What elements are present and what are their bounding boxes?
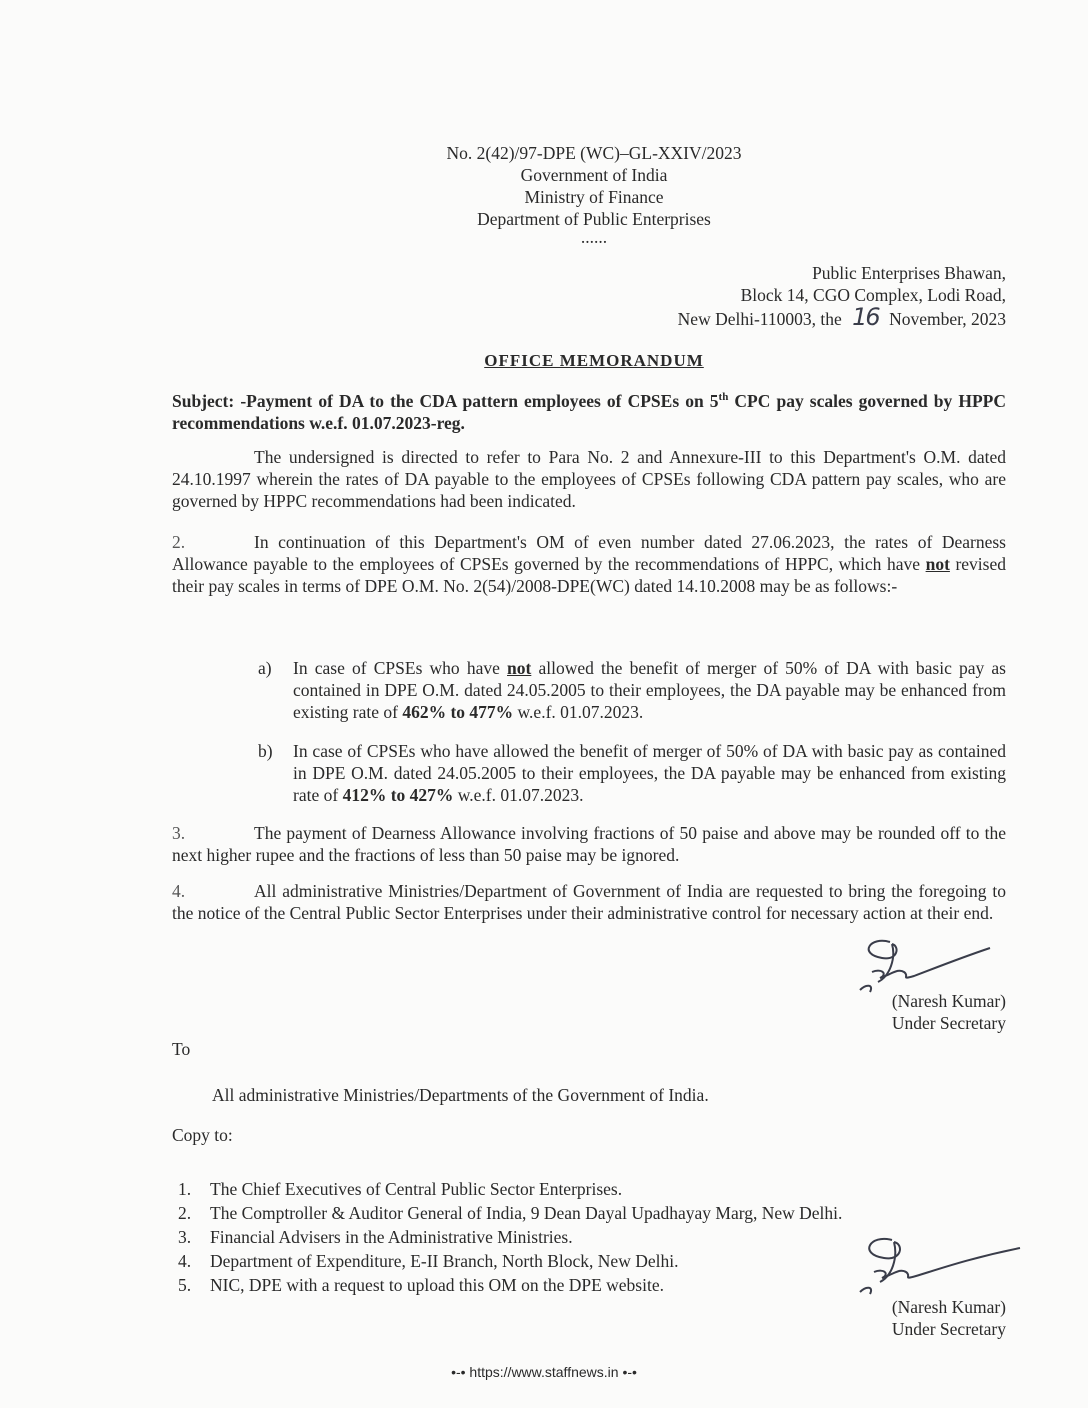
paragraph-2-text-1: In continuation of this Department's OM of even number dated 27.06.2023, the rates of Dearness Allowance payable to the employees of CPSEs governed by the recommendations of HPPC, which have [172,532,1006,574]
address-line-2: Block 14, CGO Complex, Lodi Road, [740,285,1006,305]
copy-item-1-text: The Chief Executives of Central Public Sector Enterprises. [210,1179,623,1199]
address-line-3 [560,303,1006,331]
paragraph-4-number: 4. [172,881,186,901]
ministry-name: Ministry of Finance [524,187,664,207]
separator-dots: ...... [580,227,608,247]
sub-item-b-label: b) [258,741,273,761]
copy-item-2-number: 2. [178,1203,192,1223]
reference-number: No. 2(42)/97-DPE (WC)–GL-XXIV/2023 [446,143,742,163]
sub-item-b-text-2: w.e.f. 01.07.2023. [453,785,584,805]
handwritten-day: 16 [852,303,879,331]
signatory-block-1 [760,990,1006,1034]
address-date-suffix: November, 2023 [889,309,1006,329]
paragraph-2-text-2: revised their pay scales in terms of DPE O.M. No. 2(54)/2008-DPE(WC) dated 14.10.2008 may be as follows:- [172,554,1007,596]
paragraph-4 [172,880,1006,924]
letterhead [344,142,844,247]
copy-item-4-number: 4. [178,1251,192,1271]
sub-item-a-text-1: In case of CPSEs who have [293,658,508,678]
copy-item-2 [178,1202,998,1224]
signatory-name-2: (Naresh Kumar) [891,1297,1006,1317]
paragraph-2 [172,531,1006,597]
subject-text-1: -Payment of DA to the CDA pattern employees of CPSEs on 5 [240,390,719,411]
paragraph-1-text: The undersigned is directed to refer to Para No. 2 and Annexure-III to this Department's O.M. dated 24.10.1997 wherein the rates of DA payable to the employees of CPSEs following CDA pattern pay scales, who are governed by HPPC recommendations had been indicated. [172,447,1006,511]
department-name: Department of Public Enterprises [477,209,711,229]
paragraph-3-number: 3. [172,823,186,843]
address-date-prefix: New Delhi-110003, the [677,309,842,329]
copy-item-4-text: Department of Expenditure, E-II Branch, North Block, New Delhi. [210,1251,679,1271]
sub-item-b-text-1: In case of CPSEs who have allowed the benefit of merger of 50% of DA with basic pay as contained in DPE O.M. dated 24.05.2005 to their employees, the DA payable may be enhanced from existing rate of [293,741,1006,805]
sub-item-a-text-3: w.e.f. 01.07.2023. [513,702,644,722]
sub-item-a-text-2: allowed the benefit of merger of 50% of DA with basic pay as contained in DPE O.M. dated 24.05.2005 to their employees, the DA payable may be enhanced from existing rate of [293,658,1006,722]
paragraph-2-number: 2. [172,532,186,552]
address-line-1: Public Enterprises Bhawan, [812,263,1006,283]
copy-item-1-number: 1. [178,1179,192,1199]
copy-item-1 [178,1178,998,1200]
sub-item-a-emphasis: not [507,658,532,678]
subject [172,386,1006,434]
copy-item-5-number: 5. [178,1275,192,1295]
memo-title: OFFICE MEMORANDUM [484,351,704,370]
address-block [560,262,1006,330]
to-recipient: All administrative Ministries/Departments of the Government of India. [212,1085,709,1105]
government-name: Government of India [520,165,668,185]
signatory-block-2 [760,1296,1006,1340]
paragraph-1 [172,446,1006,512]
sub-item-a-rate: 462% to 477% [402,702,514,722]
signatory-name-1: (Naresh Kumar) [891,991,1006,1011]
copy-to-label: Copy to: [172,1125,233,1145]
footer-link[interactable]: •-• https://www.staffnews.in •-• [451,1364,637,1380]
subject-superscript: th [718,391,729,403]
signatory-designation-2: Under Secretary [891,1319,1006,1339]
copy-item-3-text: Financial Advisers in the Administrative Ministries. [210,1227,573,1247]
subject-label: Subject: [172,390,235,411]
paragraph-3 [172,822,1006,866]
copy-item-2-text: The Comptroller & Auditor General of India, 9 Dean Dayal Upadhayay Marg, New Delhi. [210,1203,843,1223]
sub-item-b [258,740,1006,806]
sub-item-a-label: a) [258,658,272,678]
paragraph-4-text: All administrative Ministries/Department of Government of India are requested to bring the foregoing to the notice of the Central Public Sector Enterprises under their administrative control for necessary action at their end. [172,881,1006,923]
copy-item-3-number: 3. [178,1227,192,1247]
copy-item-5-text: NIC, DPE with a request to upload this OM on the DPE website. [210,1275,664,1295]
signatory-designation-1: Under Secretary [891,1013,1006,1033]
sub-item-b-rate: 412% to 427% [342,785,454,805]
paragraph-3-text: The payment of Dearness Allowance involving fractions of 50 paise and above may be rounded off to the next higher rupee and the fractions of less than 50 paise may be ignored. [172,823,1006,865]
to-label: To [172,1039,191,1059]
paragraph-2-emphasis: not [925,554,950,574]
sub-item-a [258,657,1006,723]
subject-text-2: CPC pay scales governed by HPPC recommendations w.e.f. 01.07.2023-reg. [172,390,1006,433]
